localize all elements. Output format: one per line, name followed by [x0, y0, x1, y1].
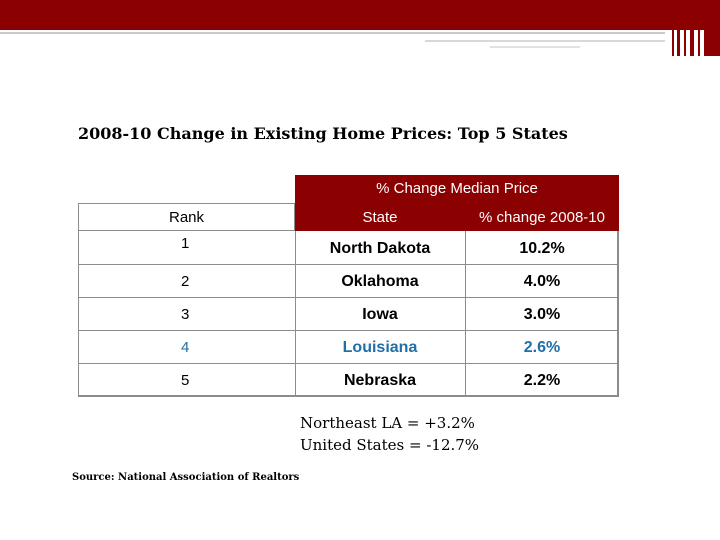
- table-row: [78, 233, 619, 266]
- pct-cell: 3.0%: [523, 306, 561, 323]
- rank-cell: 4: [181, 339, 190, 356]
- note-united-states: United States = -12.7%: [300, 436, 480, 454]
- price-change-table: [78, 175, 619, 397]
- banner-divider: [0, 32, 665, 34]
- banner-divider: [425, 40, 665, 42]
- pct-cell: 4.0%: [523, 273, 561, 290]
- state-cell: Louisiana: [342, 339, 418, 356]
- pct-cell: 10.2%: [519, 240, 565, 257]
- pct-cell: 2.6%: [523, 339, 561, 356]
- pct-cell: 2.2%: [523, 372, 561, 389]
- decorative-bars: [672, 0, 720, 56]
- rank-cell: 5: [181, 372, 190, 389]
- source-citation: Source: National Association of Realtors: [72, 472, 300, 483]
- col-header-state: State: [362, 209, 398, 226]
- state-cell: Oklahoma: [341, 273, 419, 290]
- slide-title: 2008-10 Change in Existing Home Prices: Top 5 States: [78, 124, 568, 143]
- rank-cell: 1: [181, 235, 190, 252]
- state-cell: Nebraska: [343, 372, 417, 389]
- table-row: [78, 332, 619, 365]
- table-row: [78, 299, 619, 332]
- state-cell: North Dakota: [329, 240, 431, 257]
- state-cell: Iowa: [362, 306, 398, 323]
- top-banner: [0, 0, 720, 30]
- banner-divider: [490, 46, 580, 48]
- col-header-pct: % change 2008-10: [479, 209, 605, 226]
- rank-cell: 2: [181, 273, 190, 290]
- comparison-note: [300, 412, 479, 456]
- rank-cell: 3: [181, 306, 190, 323]
- col-header-rank: Rank: [168, 209, 205, 226]
- note-northeast-la: Northeast LA = +3.2%: [300, 414, 475, 432]
- group-header: % Change Median Price: [376, 180, 538, 197]
- table-row: [78, 365, 619, 398]
- table-row: [78, 266, 619, 299]
